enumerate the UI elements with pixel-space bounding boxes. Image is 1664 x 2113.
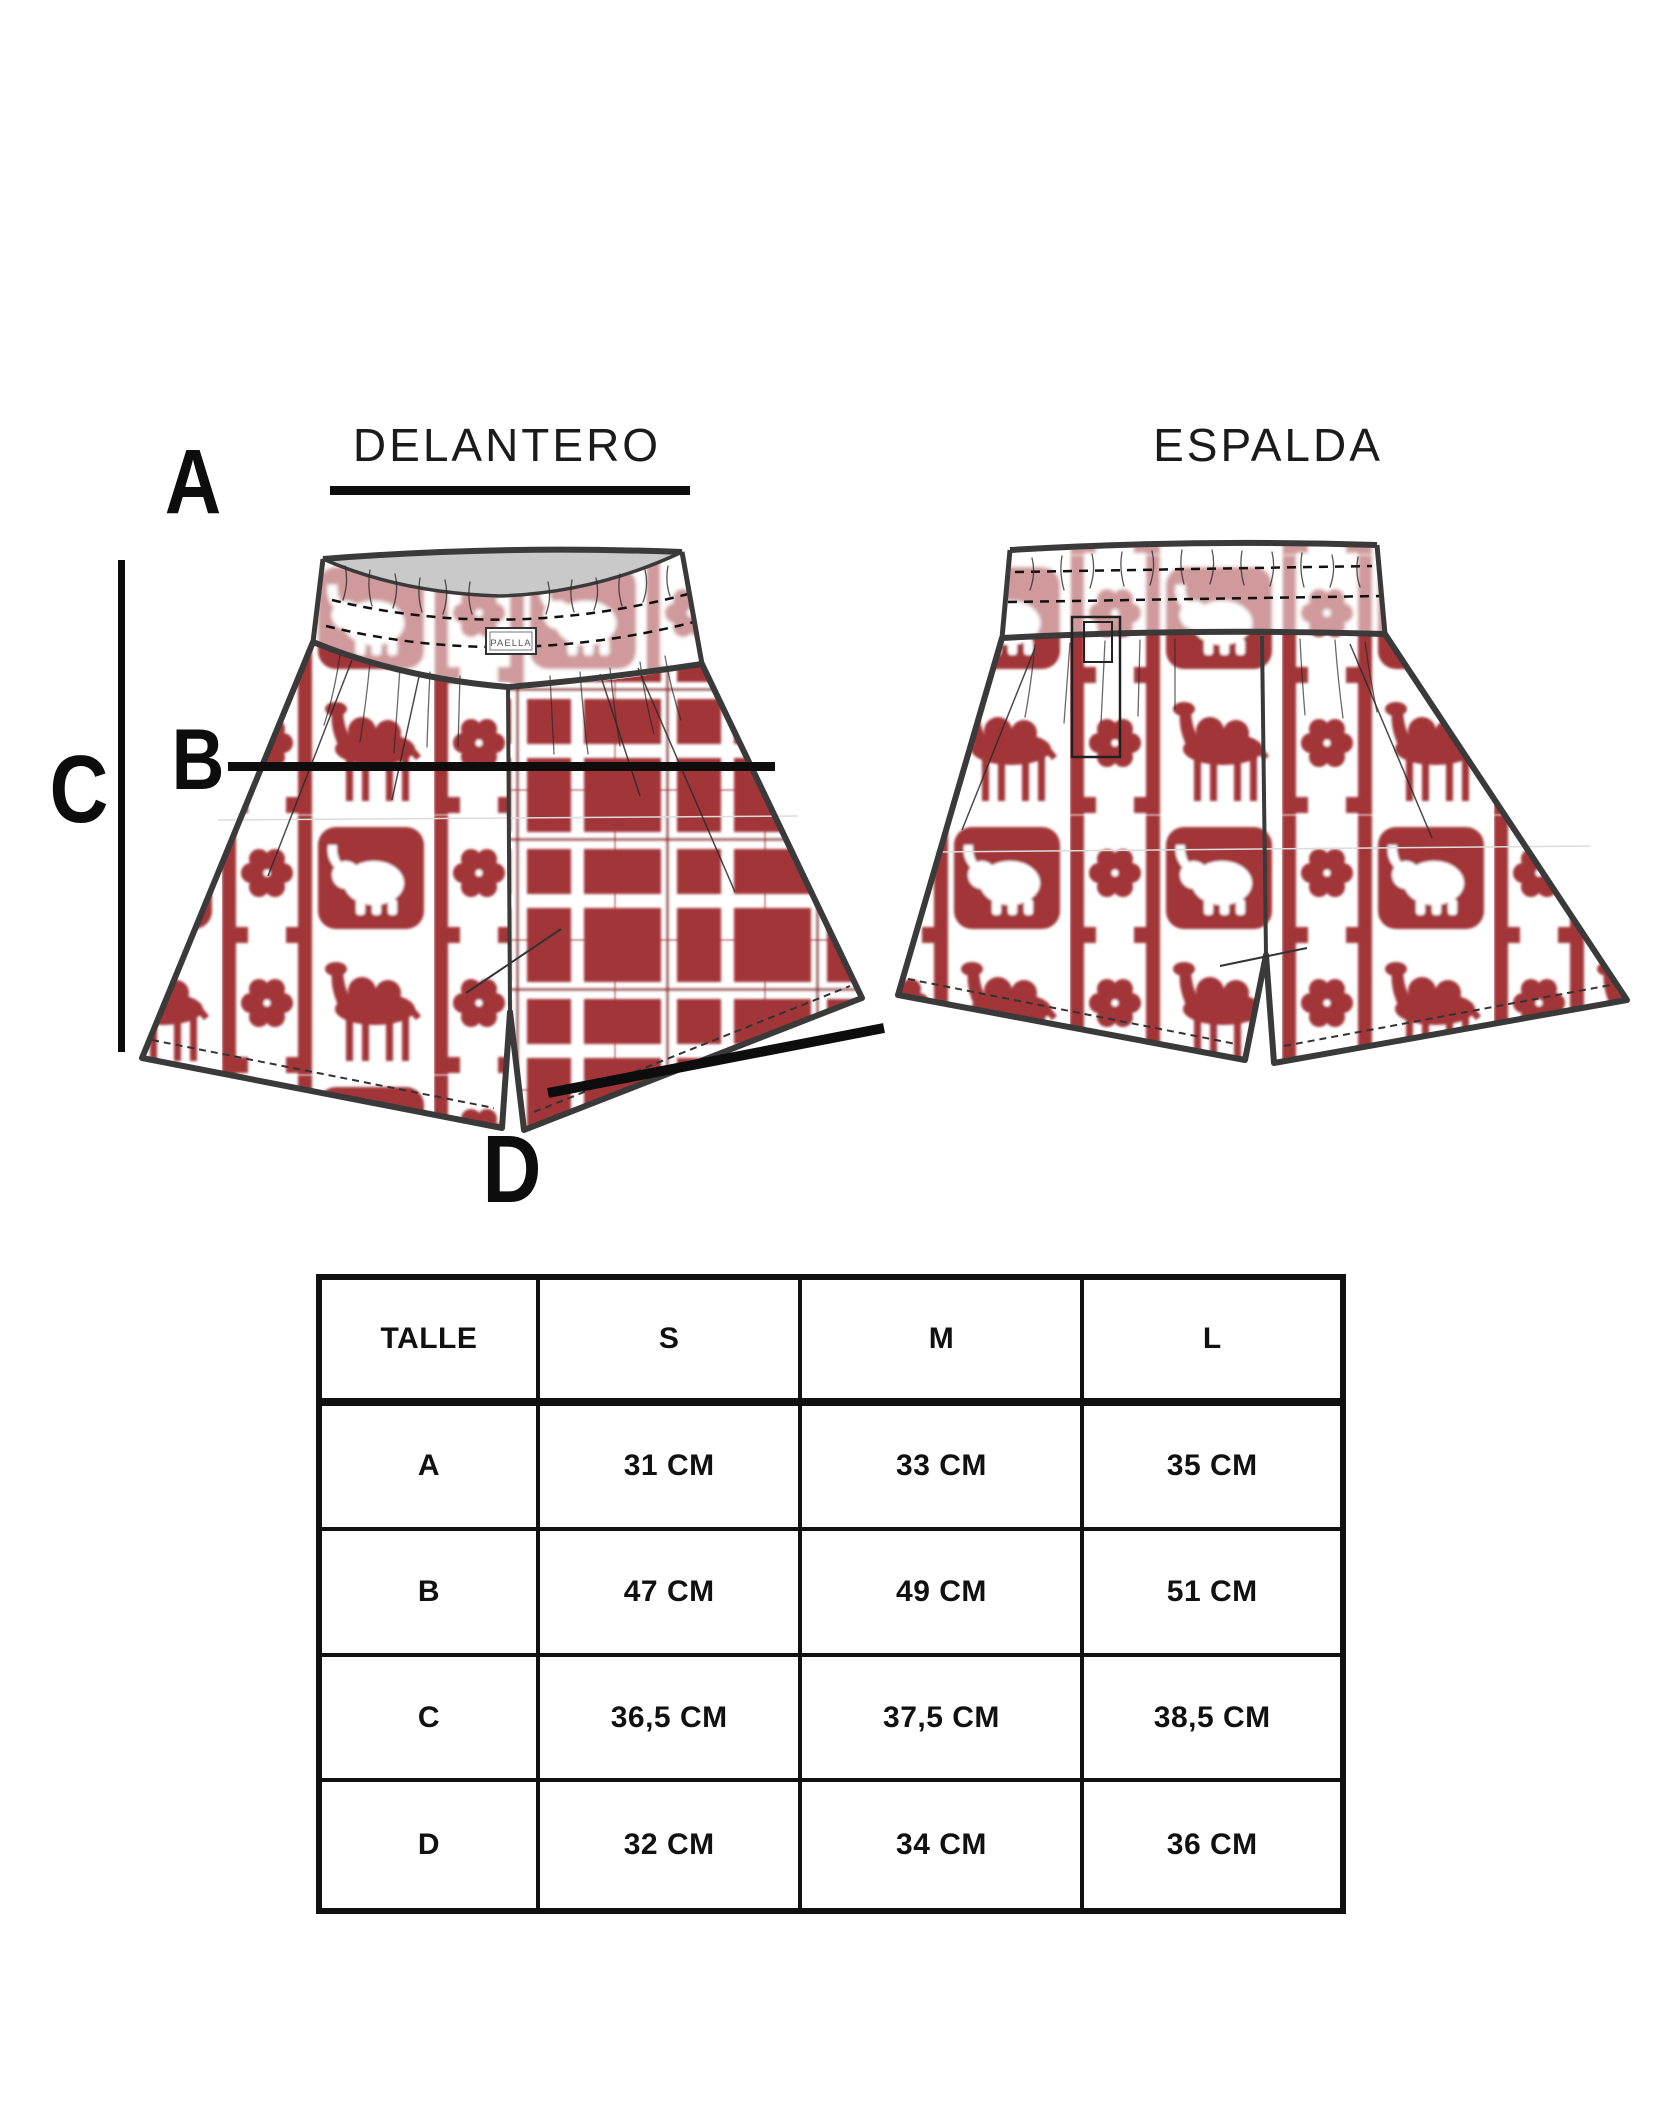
table-cell: 38,5 CM [1084, 1657, 1340, 1783]
measure-line-b [228, 762, 775, 771]
table-cell: 51 CM [1084, 1531, 1340, 1657]
table-cell: 49 CM [802, 1531, 1084, 1657]
table-cell: 31 CM [540, 1406, 803, 1532]
table-cell: 32 CM [540, 1782, 803, 1908]
measure-letter-d: D [482, 1116, 542, 1223]
table-cell: 47 CM [540, 1531, 803, 1657]
waistband-label-text: PAELLA [490, 638, 532, 649]
measure-letter-b: B [171, 712, 225, 808]
table-row-label: D [322, 1782, 540, 1908]
size-table [316, 1274, 1346, 1914]
measure-letter-c: C [49, 736, 109, 843]
table-cell: 33 CM [802, 1406, 1084, 1532]
back-title: ESPALDA [1153, 419, 1383, 471]
waistband-brand-label [486, 628, 536, 654]
back-shorts [898, 530, 1627, 1063]
front-shorts [142, 535, 862, 1130]
table-row-label: B [322, 1531, 540, 1657]
front-title: DELANTERO [352, 419, 662, 471]
table-row-label: C [322, 1657, 540, 1783]
table-header-talle: TALLE [322, 1280, 540, 1406]
table-header-m: M [802, 1280, 1084, 1406]
measure-line-a [330, 486, 690, 495]
table-row-label: A [322, 1406, 540, 1532]
measure-letter-a: A [164, 431, 222, 533]
table-cell: 35 CM [1084, 1406, 1340, 1532]
table-cell: 36,5 CM [540, 1657, 803, 1783]
table-cell: 37,5 CM [802, 1657, 1084, 1783]
table-cell: 36 CM [1166, 1828, 1258, 1862]
table-header-l: L [1084, 1280, 1340, 1406]
table-cell: 34 CM [802, 1782, 1084, 1908]
table-header-s: S [540, 1280, 803, 1406]
